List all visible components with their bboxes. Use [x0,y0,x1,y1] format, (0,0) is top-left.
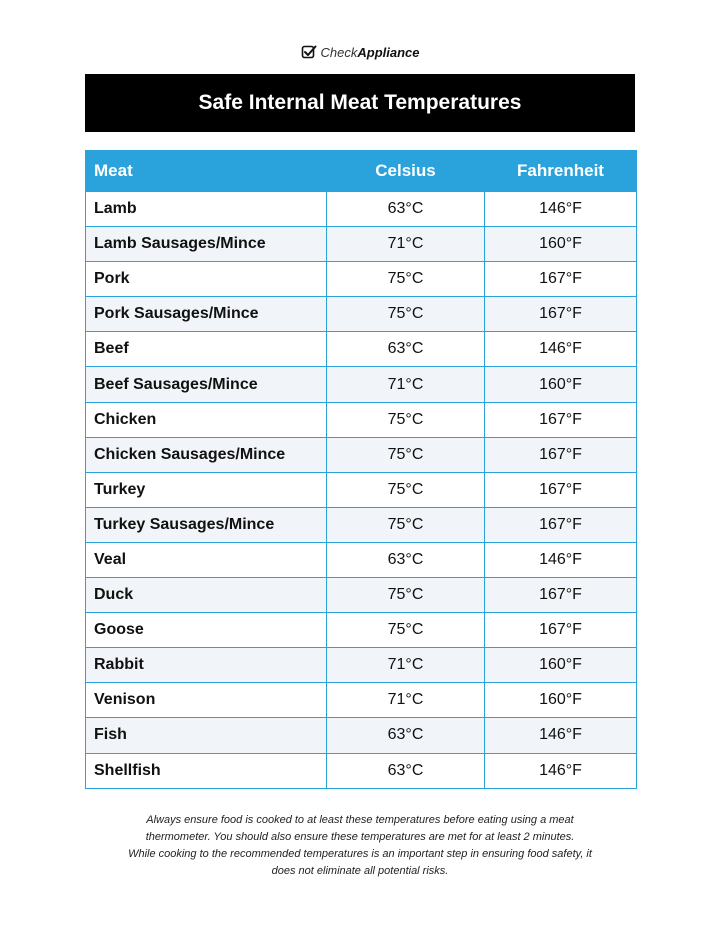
meat-cell: Turkey [86,472,327,507]
header-meat: Meat [86,151,327,192]
meat-cell: Chicken [86,402,327,437]
fahrenheit-cell: 160°F [485,367,637,402]
table-row [86,367,637,402]
logo-text-light: Check [320,44,358,60]
fahrenheit-cell: 146°F [485,718,637,753]
celsius-cell: 75°C [327,507,485,542]
fahrenheit-cell: 160°F [485,648,637,683]
celsius-cell: 75°C [327,613,485,648]
meat-cell: Beef [86,332,327,367]
celsius-cell: 75°C [327,402,485,437]
fahrenheit-cell: 146°F [485,332,637,367]
table-row [86,227,637,262]
meat-cell: Lamb [86,192,327,227]
table-row [86,437,637,472]
meat-cell: Duck [86,578,327,613]
table-row [86,507,637,542]
celsius-cell: 71°C [327,367,485,402]
check-box-icon [301,44,317,60]
brand-logo [0,44,720,60]
fahrenheit-cell: 146°F [485,542,637,577]
fahrenheit-cell: 167°F [485,472,637,507]
fahrenheit-cell: 160°F [485,227,637,262]
fahrenheit-cell: 167°F [485,613,637,648]
note-line: Always ensure food is cooked to at least these temperatures before eating using a meat [146,814,574,826]
note-line: thermometer. You should also ensure these temperatures are met for at least 2 minutes. [145,831,575,843]
meat-cell: Pork [86,262,327,297]
fahrenheit-cell: 146°F [485,192,637,227]
table-row [86,753,637,788]
celsius-cell: 75°C [327,437,485,472]
celsius-cell: 63°C [327,718,485,753]
celsius-cell: 75°C [327,262,485,297]
table-row [86,297,637,332]
table-row [86,613,637,648]
celsius-cell: 63°C [327,542,485,577]
fahrenheit-cell: 167°F [485,297,637,332]
table-header-row [86,151,637,192]
celsius-cell: 63°C [327,753,485,788]
fahrenheit-cell: 167°F [485,262,637,297]
page-title: Safe Internal Meat Temperatures [85,74,635,132]
celsius-cell: 63°C [327,332,485,367]
celsius-cell: 71°C [327,683,485,718]
header-celsius: Celsius [327,151,485,192]
table-row [86,262,637,297]
fahrenheit-cell: 167°F [485,402,637,437]
fahrenheit-cell: 167°F [485,437,637,472]
celsius-cell: 71°C [327,227,485,262]
meat-cell: Turkey Sausages/Mince [86,507,327,542]
celsius-cell: 71°C [327,648,485,683]
table-row [86,718,637,753]
note-line: While cooking to the recommended temperatures is an important step in ensuring food safety, it [128,848,592,860]
celsius-cell: 75°C [327,472,485,507]
meat-cell: Beef Sausages/Mince [86,367,327,402]
table-row [86,192,637,227]
table-row [86,472,637,507]
meat-cell: Chicken Sausages/Mince [86,437,327,472]
celsius-cell: 63°C [327,192,485,227]
logo-text-bold: Appliance [357,44,420,60]
meat-cell: Goose [86,613,327,648]
meat-cell: Veal [86,542,327,577]
meat-cell: Shellfish [86,753,327,788]
meat-cell: Pork Sausages/Mince [86,297,327,332]
fahrenheit-cell: 167°F [485,507,637,542]
temperature-table [85,150,637,789]
header-fahrenheit: Fahrenheit [485,151,637,192]
meat-cell: Venison [86,683,327,718]
celsius-cell: 75°C [327,578,485,613]
table-row [86,578,637,613]
fahrenheit-cell: 160°F [485,683,637,718]
fahrenheit-cell: 146°F [485,753,637,788]
celsius-cell: 75°C [327,297,485,332]
meat-cell: Lamb Sausages/Mince [86,227,327,262]
table-row [86,683,637,718]
disclaimer-note [80,812,640,880]
note-line: does not eliminate all potential risks. [271,865,449,877]
table-row [86,402,637,437]
fahrenheit-cell: 167°F [485,578,637,613]
table-row [86,648,637,683]
meat-cell: Fish [86,718,327,753]
meat-cell: Rabbit [86,648,327,683]
table-row [86,542,637,577]
table-row [86,332,637,367]
